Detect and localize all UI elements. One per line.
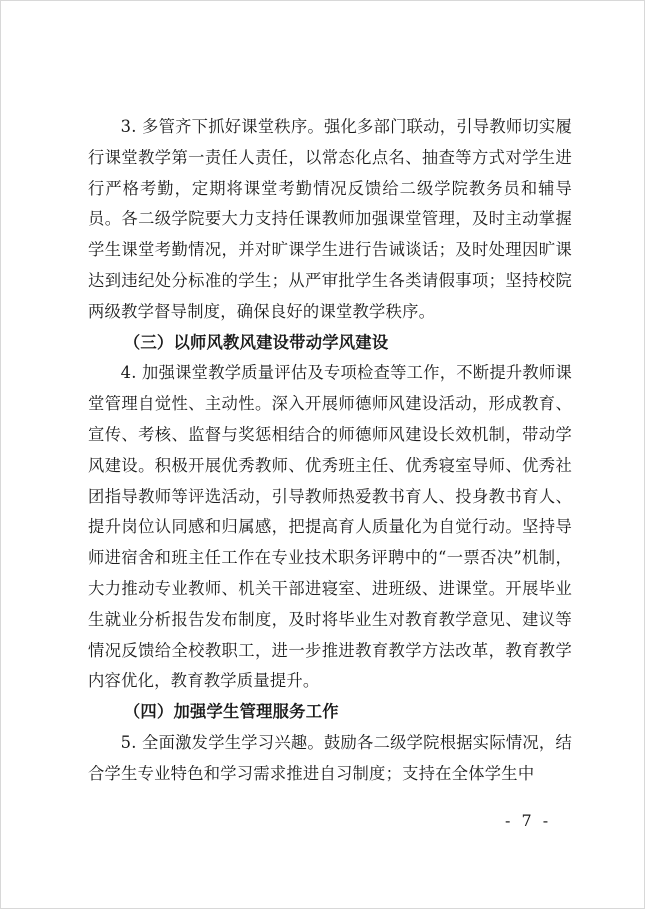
section-heading-4: （四）加强学生管理服务工作 [123,702,339,722]
paragraph-3-classroom-order: 3. 多管齐下抓好课堂秩序。强化多部门联动，引导教师切实履行课堂教学第一责任人责任，以常态化点名、抽查等方式对学生进行严格考勤，定期将课堂考勤情况反馈给二级学院教务员和辅导员。各二级学院要大力支持任课教师加强课堂管理，及时主动掌握学生课堂考勤情况，并对旷课学生进行告诫谈话；及时处理因旷课达到违纪处分标准的学生；从严审批学生各类请假事项；坚持校院两级教学督导制度，确保良好的课堂教学秩序。 [88,117,572,321]
paragraph-5-learning-interest: 5. 全面激发学生学习兴趣。鼓励各二级学院根据实际情况，结合学生专业特色和学习需求推进自习制度；支持在全体学生中 [88,732,572,783]
paragraph-4-teaching-quality: 4. 加强课堂教学质量评估及专项检查等工作，不断提升教师课堂管理自觉性、主动性。深入开展师德师风建设活动，形成教育、宣传、考核、监督与奖惩相结合的师德师风建设长效机制，带动学风建设。积极开展优秀教师、优秀班主任、优秀寝室导师、优秀社团指导教师等评选活动，引导教师热爱教书育人、投身教书育人、提升岗位认同感和归属感，把提高育人质量化为自觉行动。坚持导师进宿舍和班主任工作在专业技术职务评聘中的“一票否决”机制，大力推动专业教师、机关干部进寝室、进班级、进课堂。开展毕业生就业分析报告发布制度，及时将毕业生对教育教学意见、建议等情况反馈给全校教职工，进一步推进教育教学方法改革，教育教学内容优化，教育教学质量提升。 [88,363,572,691]
document-body [88,112,572,790]
section-heading-3: （三）以师风教风建设带动学风建设 [123,332,389,352]
page-number: - 7 - [505,811,552,830]
